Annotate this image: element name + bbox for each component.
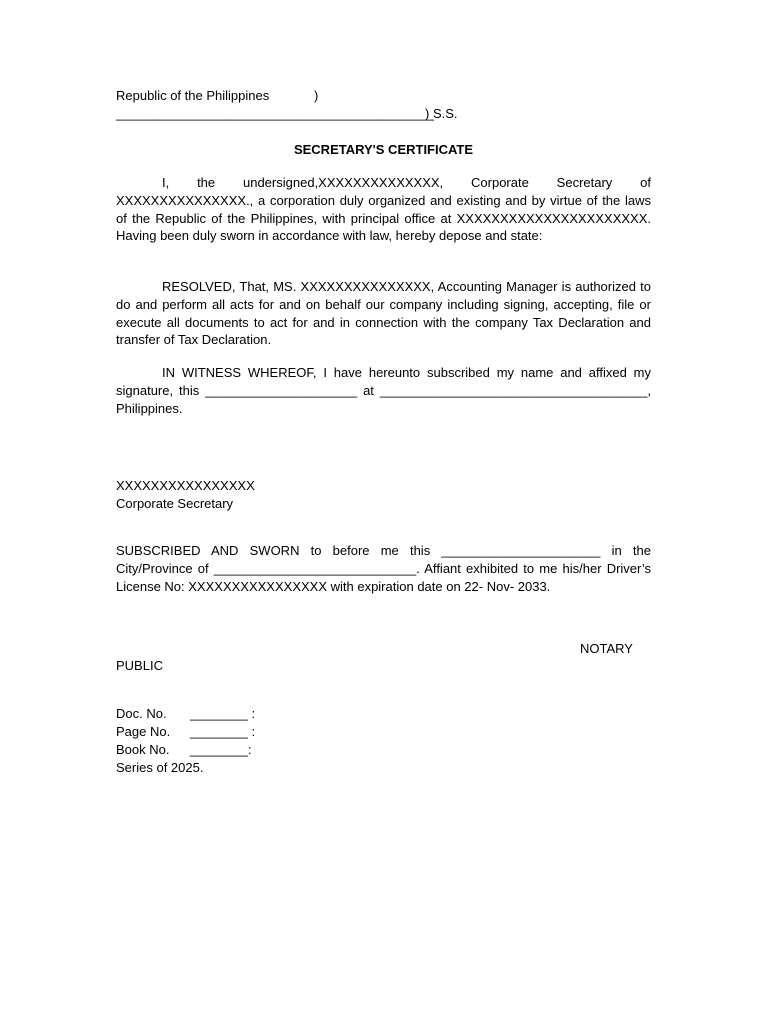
series-text: Series of 2025. xyxy=(116,760,204,775)
book-no-row xyxy=(116,741,252,759)
book-no-value: ________: xyxy=(190,742,252,757)
page-title: SECRETARY'S CERTIFICATE xyxy=(293,142,474,157)
notary-label: NOTARY xyxy=(580,641,633,656)
public-label: PUBLIC xyxy=(116,658,163,673)
doc-no-label: Doc. No. xyxy=(116,706,167,721)
venue-line xyxy=(116,105,458,123)
page-no-row xyxy=(116,723,256,741)
signatory-name: XXXXXXXXXXXXXXXX xyxy=(116,478,255,493)
paragraph-resolved: RESOLVED, That, MS. XXXXXXXXXXXXXXX, Accounting Manager is authorized to do and perform all acts for and on behalf our company including signing, accepting, file or execute all documents to act for and in connection with the company Tax Declaration and transfer of Tax Declaration. xyxy=(116,279,651,348)
ss-text: ) S.S. xyxy=(425,106,458,121)
doc-no-row xyxy=(116,705,256,723)
paragraph-witness: IN WITNESS WHEREOF, I have hereunto subscribed my name and affixed my signature, this _____________________ at _____________________________________, Philippines. xyxy=(116,365,651,416)
republic-text: Republic of the Philippines xyxy=(116,88,270,103)
signatory-role: Corporate Secretary xyxy=(116,496,234,511)
republic-line xyxy=(116,87,319,105)
venue-blank: ____________________________________________ xyxy=(116,106,435,121)
page-no-value: ________ : xyxy=(190,724,256,739)
jurat-paragraph: SUBSCRIBED AND SWORN to before me this ______________________ in the City/Province of ____________________________. Affiant exhibited to me his/her Driver’s License No: XXXXXXXXXXXXXXXX with expiration date on 22- Nov- 2033. xyxy=(116,543,651,594)
book-no-label: Book No. xyxy=(116,742,170,757)
page-no-label: Page No. xyxy=(116,724,171,739)
paragraph-undersigned: I, the undersigned,XXXXXXXXXXXXXX, Corporate Secretary of XXXXXXXXXXXXXXX., a corporation duly organized and existing and by virtue of the laws of the Republic of the Philippines, with principal office at XXXXXXXXXXXXXXXXXXXXXX. Having been duly sworn in accordance with law, hereby depose and state: xyxy=(116,175,651,244)
republic-paren: ) xyxy=(314,88,319,103)
doc-no-value: ________ : xyxy=(190,706,256,721)
